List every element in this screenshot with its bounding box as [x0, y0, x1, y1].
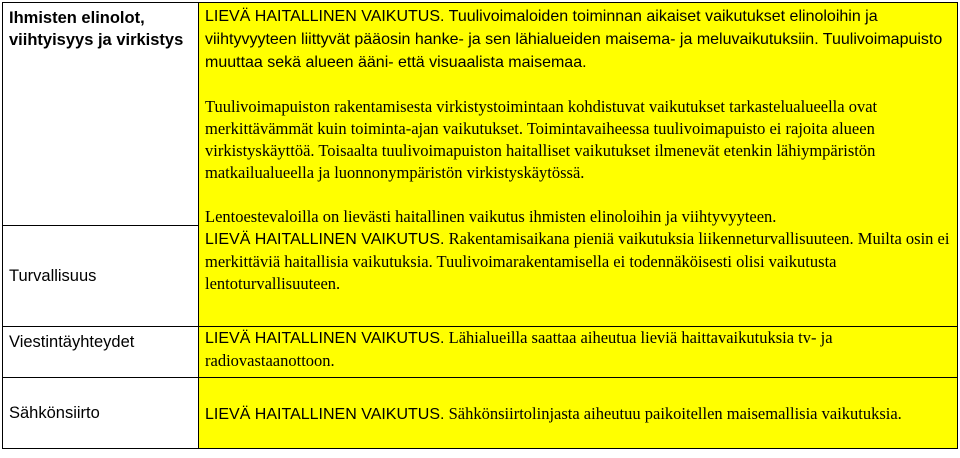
label-cell-telecom	[3, 327, 199, 378]
content-power	[199, 397, 957, 430]
table-row-power	[3, 378, 958, 449]
row-label-wellbeing: Ihmisten elinolot, viihtyisyys ja virkistys	[9, 9, 184, 49]
label-cell-power	[3, 378, 199, 449]
row-label-safety: Turvallisuus	[9, 267, 97, 285]
safety-paragraph	[205, 228, 951, 295]
wellbeing-text-1: Tuulivoimaloiden toiminnan aikaiset vaikutukset elinoloihin ja viihtyvyyteen liittyvät pääosin hanke- ja sen lähialueiden maisema- ja meluvaikutuksiin. Tuulivoimapuisto muuttaa sekä alueen ääni- että visuaalista maisemaa.	[205, 8, 943, 71]
power-text: Sähkönsiirtolinjasta aiheutuu paikoitellen maisemallisia vaikutuksia.	[444, 403, 902, 423]
safety-impact-level: LIEVÄ HAITALLINEN VAIKUTUS.	[205, 231, 445, 248]
telecom-text: Lähialueilla saattaa aiheutua lieviä haittavaikutuksia tv- ja radiovastaanottoon.	[205, 328, 833, 370]
row-label-power: Sähkönsiirto	[9, 404, 100, 422]
content-cell-wellbeing	[199, 3, 958, 327]
impact-assessment-table	[2, 2, 958, 449]
label-cell-wellbeing	[3, 3, 199, 226]
wellbeing-paragraph-2: Tuulivoimapuiston rakentamisesta virkistystoimintaan kohdistuvat vaikutukset tarkastelualueella ovat merkittävämmät kuin toiminta-ajan vaikutukset. Toimintavaiheessa tuulivoimapuisto ei rajoita alueen virkistyskäyttöä. Toisaalta tuulivoimapuiston haitalliset vaikutukset ilmenevät etenkin lähiympäristön matkailualueella ja luonnonympäristön virkistyskäytössä.	[205, 97, 878, 182]
label-cell-safety	[3, 226, 199, 327]
telecom-impact-level: LIEVÄ HAITALLINEN VAIKUTUS.	[205, 330, 445, 347]
wellbeing-paragraph-3: Lentoestevaloilla on lievästi haitallinen vaikutus ihmisten elinoloihin ja viihtyvyyteen.	[205, 207, 777, 226]
table-row-telecom	[3, 327, 958, 378]
content-cell-power	[199, 378, 958, 449]
content-cell-telecom	[199, 327, 958, 378]
content-telecom	[199, 327, 957, 376]
power-impact-level: LIEVÄ HAITALLINEN VAIKUTUS.	[205, 405, 445, 423]
wellbeing-impact-level: LIEVÄ HAITALLINEN VAIKUTUS.	[205, 8, 445, 25]
table-row-wellbeing	[3, 3, 958, 226]
row-label-telecom: Viestintäyhteydet	[9, 333, 135, 351]
safety-text: Rakentamisaikana pieniä vaikutuksia liikenneturvallisuuteen. Muilta osin ei merkittäviä haitallisia vaikutuksia. Tuulivoimarakentamisella ei todennäköisesti olisi vaikutusta lentoturvallisuuteen.	[205, 229, 950, 293]
wellbeing-paragraph-1	[205, 5, 951, 74]
content-wellbeing	[199, 3, 957, 299]
